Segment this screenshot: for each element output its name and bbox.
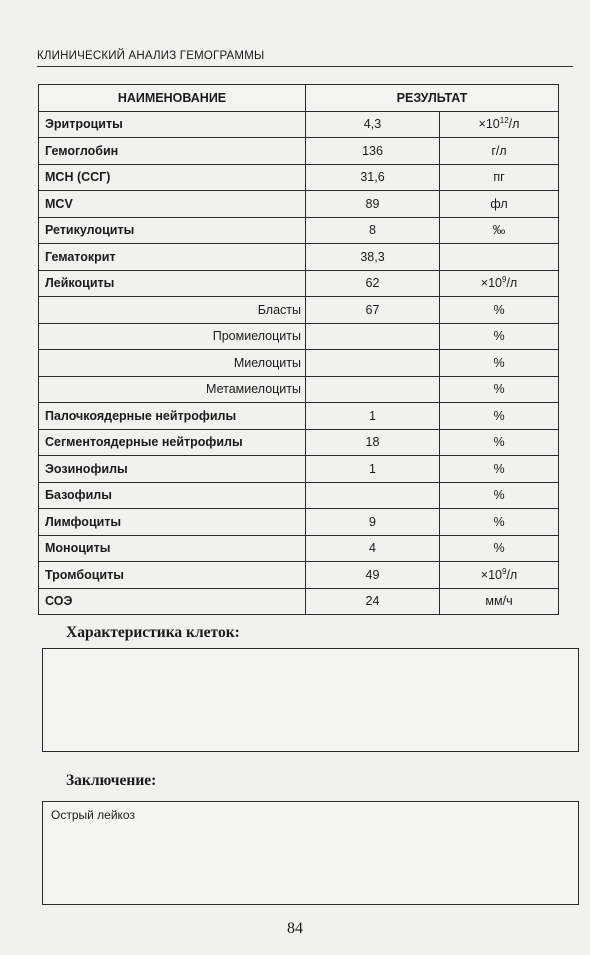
parameter-value: 89 <box>306 191 440 218</box>
table-row <box>39 111 559 138</box>
parameter-unit <box>440 297 559 324</box>
parameter-name: МСН (ССГ) <box>39 164 306 191</box>
parameter-name: Моноциты <box>39 535 306 562</box>
parameter-value: 18 <box>306 429 440 456</box>
table-row <box>39 217 559 244</box>
parameter-value: 1 <box>306 456 440 483</box>
unit-main: % <box>493 302 505 317</box>
table-row <box>39 138 559 165</box>
parameter-unit <box>440 244 559 271</box>
parameter-name: Сегментоядерные нейтрофилы <box>39 429 306 456</box>
unit-main: % <box>493 435 505 450</box>
unit-main: % <box>493 541 505 556</box>
unit-main: % <box>493 408 505 423</box>
unit-main: % <box>493 382 505 397</box>
parameter-value: 8 <box>306 217 440 244</box>
parameter-value: 67 <box>306 297 440 324</box>
parameter-name: Бласты <box>39 297 306 324</box>
parameter-value <box>306 376 440 403</box>
table-row <box>39 509 559 536</box>
unit-main: ×10 <box>478 117 500 132</box>
unit-main: % <box>493 461 505 476</box>
page-number: 84 <box>287 920 303 937</box>
parameter-value: 31,6 <box>306 164 440 191</box>
table-row <box>39 482 559 509</box>
table-row <box>39 429 559 456</box>
conclusion-box <box>42 801 579 905</box>
unit-main: г/л <box>491 143 507 158</box>
unit-exponent: 9 <box>501 566 507 576</box>
parameter-value: 136 <box>306 138 440 165</box>
table-row <box>39 323 559 350</box>
conclusion-section-title: Заключение: <box>66 772 157 789</box>
unit-main: ×10 <box>480 276 502 291</box>
parameter-name: Палочкоядерные нейтрофилы <box>39 403 306 430</box>
parameter-unit <box>440 138 559 165</box>
parameter-unit <box>440 376 559 403</box>
unit-main: ‰ <box>492 223 506 238</box>
parameter-name: Гематокрит <box>39 244 306 271</box>
parameter-value <box>306 350 440 377</box>
table-row <box>39 191 559 218</box>
table-row <box>39 350 559 377</box>
unit-main: ×10 <box>480 567 502 582</box>
conclusion-text: Острый лейкоз <box>51 808 135 822</box>
table-row <box>39 456 559 483</box>
parameter-unit <box>440 111 559 138</box>
parameter-name: Базофилы <box>39 482 306 509</box>
parameter-name: Промиелоциты <box>39 323 306 350</box>
parameter-unit <box>440 323 559 350</box>
parameter-unit <box>440 270 559 297</box>
parameter-unit <box>440 429 559 456</box>
parameter-unit <box>440 191 559 218</box>
parameter-unit <box>440 217 559 244</box>
table-row <box>39 562 559 589</box>
parameter-unit <box>440 456 559 483</box>
cells-section-title: Характеристика клеток: <box>66 624 240 641</box>
parameter-name: Эритроциты <box>39 111 306 138</box>
parameter-name: Метамиелоциты <box>39 376 306 403</box>
table-row <box>39 270 559 297</box>
table-row <box>39 403 559 430</box>
parameter-name: Миелоциты <box>39 350 306 377</box>
unit-main: % <box>493 488 505 503</box>
parameter-value <box>306 323 440 350</box>
parameter-value: 49 <box>306 562 440 589</box>
parameter-unit <box>440 350 559 377</box>
table-row <box>39 535 559 562</box>
header-name: НАИМЕНОВАНИЕ <box>39 85 306 112</box>
unit-main: % <box>493 514 505 529</box>
unit-main: фл <box>490 196 508 211</box>
parameter-value: 4 <box>306 535 440 562</box>
parameter-value: 9 <box>306 509 440 536</box>
table-row <box>39 376 559 403</box>
unit-suffix: /л <box>508 117 520 132</box>
parameter-name: Гемоглобин <box>39 138 306 165</box>
unit-suffix: /л <box>506 567 518 582</box>
table-row <box>39 588 559 615</box>
parameter-name: Лимфоциты <box>39 509 306 536</box>
cells-characteristics-box <box>42 648 579 752</box>
unit-exponent: 9 <box>501 275 507 285</box>
parameter-value: 38,3 <box>306 244 440 271</box>
parameter-unit <box>440 482 559 509</box>
parameter-unit <box>440 588 559 615</box>
parameter-unit <box>440 509 559 536</box>
parameter-name: Эозинофилы <box>39 456 306 483</box>
parameter-unit <box>440 403 559 430</box>
parameter-name: Ретикулоциты <box>39 217 306 244</box>
unit-main: % <box>493 355 505 370</box>
parameter-name: MCV <box>39 191 306 218</box>
unit-main: % <box>493 329 505 344</box>
table-row <box>39 164 559 191</box>
parameter-value: 1 <box>306 403 440 430</box>
hemogram-table <box>38 84 559 615</box>
header-result: РЕЗУЛЬТАТ <box>306 85 559 112</box>
parameter-unit <box>440 535 559 562</box>
parameter-value <box>306 482 440 509</box>
header-rule <box>37 66 573 67</box>
unit-main: мм/ч <box>485 594 513 609</box>
running-head: КЛИНИЧЕСКИЙ АНАЛИЗ ГЕМОГРАММЫ <box>37 50 265 62</box>
table-header-row <box>39 85 559 112</box>
parameter-unit <box>440 164 559 191</box>
parameter-name: СОЭ <box>39 588 306 615</box>
unit-suffix: /л <box>506 276 518 291</box>
parameter-value: 4,3 <box>306 111 440 138</box>
parameter-name: Лейкоциты <box>39 270 306 297</box>
parameter-name: Тромбоциты <box>39 562 306 589</box>
unit-main: пг <box>493 170 505 185</box>
parameter-unit <box>440 562 559 589</box>
parameter-value: 24 <box>306 588 440 615</box>
unit-exponent: 12 <box>499 116 509 126</box>
table-row <box>39 244 559 271</box>
table-row <box>39 297 559 324</box>
parameter-value: 62 <box>306 270 440 297</box>
